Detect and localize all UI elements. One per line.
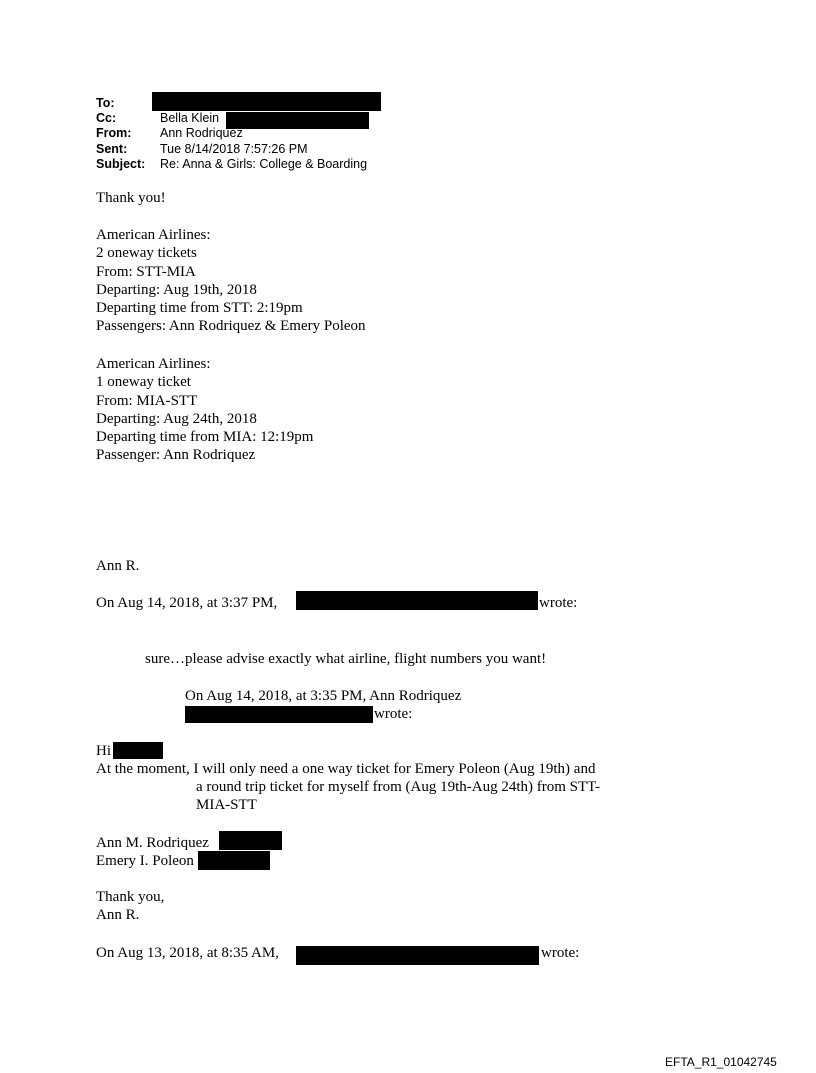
flight2-route: From: MIA-STT — [96, 392, 198, 409]
flight1-passengers: Passengers: Ann Rodriquez & Emery Poleon — [96, 318, 366, 335]
flight2-departing: Departing: Aug 24th, 2018 — [96, 410, 257, 427]
document-id: EFTA_R1_01042745 — [665, 1055, 777, 1069]
flight2-passengers: Passenger: Ann Rodriquez — [96, 447, 256, 464]
quote1-intro: On Aug 14, 2018, at 3:37 PM, — [96, 595, 278, 611]
signature: Ann R. — [96, 558, 140, 574]
quote3-line1: At the moment, I will only need a one way ticket for Emery Poleon (Aug 19th) and — [96, 761, 596, 777]
quote2-intro: On Aug 14, 2018, at 3:35 PM, Ann Rodriquez — [185, 688, 462, 704]
quote1-text: sure…please advise exactly what airline, flight numbers you want! — [145, 651, 547, 667]
quote2-wrote: wrote: — [374, 706, 413, 722]
redaction-cc — [226, 112, 369, 129]
redaction-name1-info — [219, 831, 282, 850]
flight2-time: Departing time from MIA: 12:19pm — [96, 429, 314, 446]
quote3-greeting: Hi — [96, 743, 111, 759]
quote1-wrote: wrote: — [539, 595, 578, 611]
redaction-greeting-name — [113, 742, 163, 759]
flight2-tickets: 1 oneway ticket — [96, 374, 191, 391]
quote3-name2: Emery I. Poleon — [96, 853, 194, 869]
quote3-line2: a round trip ticket for myself from (Aug 19th-Aug 24th) from STT- — [196, 779, 600, 795]
cc-value: Bella Klein — [160, 111, 220, 125]
flight1-tickets: 2 oneway tickets — [96, 245, 197, 262]
redaction-to — [152, 92, 381, 111]
flight1-departing: Departing: Aug 19th, 2018 — [96, 281, 257, 298]
quote3-closing1: Thank you, — [96, 889, 165, 905]
redaction-quote1-sender — [296, 591, 538, 610]
quote3-line3: MIA-STT — [196, 797, 257, 813]
sent-value: Tue 8/14/2018 7:57:26 PM — [160, 142, 308, 156]
quote4-wrote: wrote: — [541, 945, 580, 961]
cc-label: Cc: — [96, 111, 117, 125]
quote3-closing2: Ann R. — [96, 907, 140, 923]
thanks-line: Thank you! — [96, 190, 166, 206]
flight1-route: From: STT-MIA — [96, 263, 196, 280]
redaction-quote4-sender — [296, 946, 539, 965]
redaction-name2-info — [198, 851, 270, 870]
flight1-block — [96, 226, 366, 336]
flight1-time: Departing time from STT: 2:19pm — [96, 300, 303, 317]
quote4-intro: On Aug 13, 2018, at 8:35 AM, — [96, 945, 279, 961]
sent-label: Sent: — [96, 142, 128, 156]
flight1-airline: American Airlines: — [96, 227, 211, 243]
from-label: From: — [96, 126, 132, 140]
flight2-block — [96, 355, 313, 465]
to-label: To: — [96, 96, 115, 110]
from-value: Ann Rodriquez — [160, 126, 243, 140]
quote3-name1: Ann M. Rodriquez — [96, 835, 209, 851]
subject-label: Subject: — [96, 157, 146, 171]
flight2-airline: American Airlines: — [96, 356, 211, 372]
redaction-quote2-email — [185, 706, 373, 723]
subject-value: Re: Anna & Girls: College & Boarding — [160, 157, 368, 171]
